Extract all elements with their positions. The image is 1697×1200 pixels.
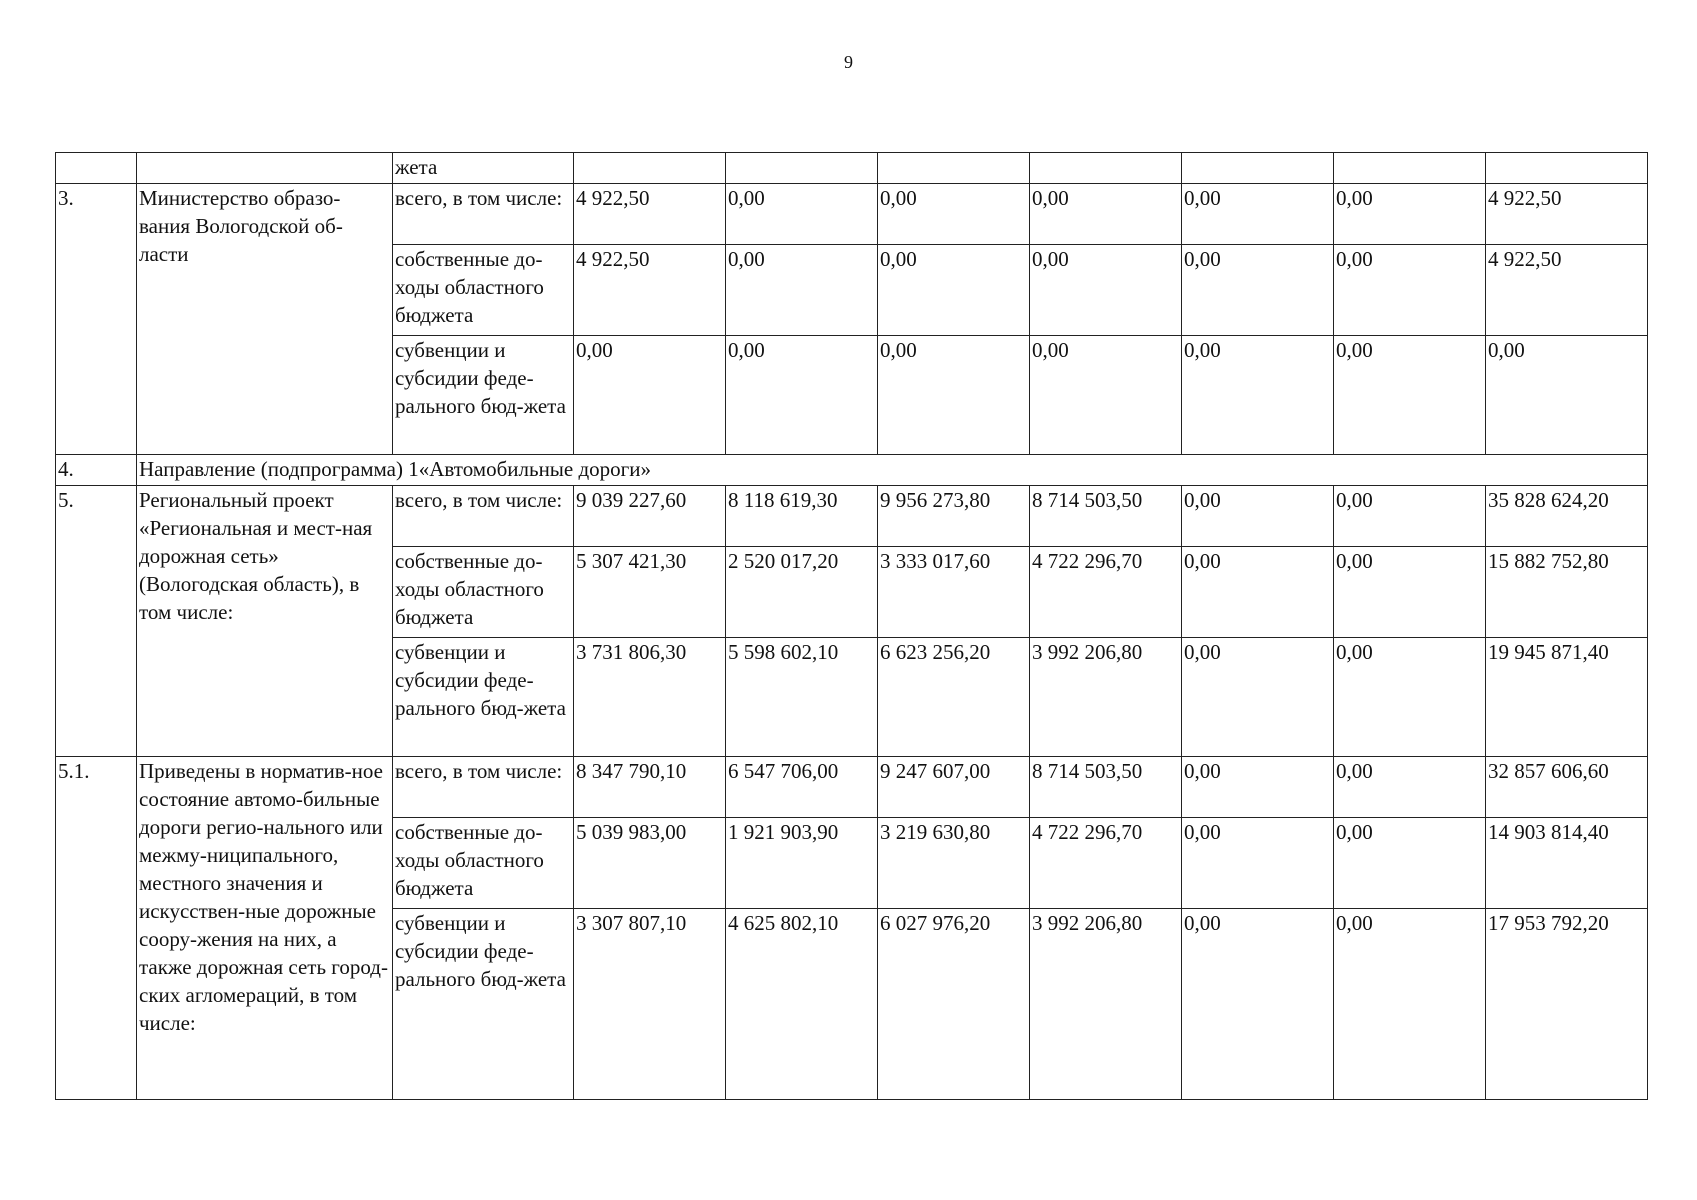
funding-source-cell: собственные до-ходы областного бюджета xyxy=(393,547,574,638)
funding-source-cell: жета xyxy=(393,153,574,184)
value-cell: 0,00 xyxy=(1030,336,1182,455)
value-cell xyxy=(574,153,726,184)
total-cell: 17 953 792,20 xyxy=(1486,909,1648,1100)
section-title: Направление (подпрограмма) 1«Автомобильные дороги» xyxy=(137,455,1648,486)
value-cell: 0,00 xyxy=(1182,336,1334,455)
value-cell: 0,00 xyxy=(1334,184,1486,245)
value-cell: 0,00 xyxy=(878,336,1030,455)
value-cell: 8 347 790,10 xyxy=(574,757,726,818)
total-cell: 19 945 871,40 xyxy=(1486,638,1648,757)
value-cell: 0,00 xyxy=(1334,757,1486,818)
value-cell: 0,00 xyxy=(1182,486,1334,547)
value-cell xyxy=(878,153,1030,184)
value-cell: 1 921 903,90 xyxy=(726,818,878,909)
value-cell: 5 039 983,00 xyxy=(574,818,726,909)
value-cell: 5 598 602,10 xyxy=(726,638,878,757)
value-cell: 0,00 xyxy=(726,336,878,455)
row-name-cell: Региональный проект «Региональная и мест-ная дорожная сеть» (Вологодская область), в том числе: xyxy=(137,486,393,757)
value-cell: 8 714 503,50 xyxy=(1030,757,1182,818)
value-cell: 0,00 xyxy=(1182,245,1334,336)
row-name-cell: Приведены в норматив-ное состояние автомо-бильные дороги регио-нального или межму-ниципального, местного значения и искусствен-ные дорожные соору-жения на них, а также дорожная сеть город-ских агломераций, в том числе: xyxy=(137,757,393,1100)
section-row xyxy=(56,455,1648,486)
page-number: 9 xyxy=(844,52,853,72)
table-row xyxy=(56,184,1648,245)
total-cell: 35 828 624,20 xyxy=(1486,486,1648,547)
value-cell xyxy=(726,153,878,184)
value-cell: 0,00 xyxy=(726,184,878,245)
value-cell: 0,00 xyxy=(878,245,1030,336)
value-cell: 4 625 802,10 xyxy=(726,909,878,1100)
total-cell: 32 857 606,60 xyxy=(1486,757,1648,818)
value-cell: 0,00 xyxy=(726,245,878,336)
value-cell: 3 992 206,80 xyxy=(1030,909,1182,1100)
row-name-cell xyxy=(137,153,393,184)
value-cell: 4 722 296,70 xyxy=(1030,547,1182,638)
total-cell: 0,00 xyxy=(1486,336,1648,455)
value-cell: 3 992 206,80 xyxy=(1030,638,1182,757)
value-cell: 9 039 227,60 xyxy=(574,486,726,547)
table-row xyxy=(56,486,1648,547)
row-number-cell: 5. xyxy=(56,486,137,757)
funding-source-cell: субвенции и субсидии феде-рального бюд-жета xyxy=(393,638,574,757)
funding-source-cell: субвенции и субсидии феде-рального бюд-жета xyxy=(393,909,574,1100)
funding-source-cell: всего, в том числе: xyxy=(393,184,574,245)
value-cell: 0,00 xyxy=(1182,757,1334,818)
value-cell: 0,00 xyxy=(878,184,1030,245)
value-cell: 8 714 503,50 xyxy=(1030,486,1182,547)
value-cell: 0,00 xyxy=(1182,909,1334,1100)
value-cell: 6 547 706,00 xyxy=(726,757,878,818)
value-cell: 6 027 976,20 xyxy=(878,909,1030,1100)
value-cell: 8 118 619,30 xyxy=(726,486,878,547)
value-cell: 0,00 xyxy=(1030,184,1182,245)
value-cell: 0,00 xyxy=(1334,547,1486,638)
value-cell: 9 247 607,00 xyxy=(878,757,1030,818)
value-cell: 0,00 xyxy=(1334,486,1486,547)
value-cell: 2 520 017,20 xyxy=(726,547,878,638)
value-cell: 3 333 017,60 xyxy=(878,547,1030,638)
funding-source-cell: собственные до-ходы областного бюджета xyxy=(393,245,574,336)
value-cell: 0,00 xyxy=(1182,547,1334,638)
funding-source-cell: субвенции и субсидии феде-рального бюд-жета xyxy=(393,336,574,455)
value-cell: 3 731 806,30 xyxy=(574,638,726,757)
value-cell: 6 623 256,20 xyxy=(878,638,1030,757)
value-cell: 0,00 xyxy=(1334,638,1486,757)
value-cell: 4 722 296,70 xyxy=(1030,818,1182,909)
row-number-cell: 5.1. xyxy=(56,757,137,1100)
total-cell: 14 903 814,40 xyxy=(1486,818,1648,909)
row-number-cell: 4. xyxy=(56,455,137,486)
value-cell: 0,00 xyxy=(1334,245,1486,336)
value-cell: 0,00 xyxy=(574,336,726,455)
value-cell: 9 956 273,80 xyxy=(878,486,1030,547)
value-cell: 0,00 xyxy=(1334,909,1486,1100)
value-cell: 5 307 421,30 xyxy=(574,547,726,638)
value-cell: 0,00 xyxy=(1182,818,1334,909)
value-cell xyxy=(1030,153,1182,184)
value-cell: 4 922,50 xyxy=(574,245,726,336)
funding-source-cell: всего, в том числе: xyxy=(393,486,574,547)
value-cell: 0,00 xyxy=(1030,245,1182,336)
table-row xyxy=(56,153,1648,184)
row-number-cell: 3. xyxy=(56,184,137,455)
value-cell: 4 922,50 xyxy=(574,184,726,245)
total-cell xyxy=(1486,153,1648,184)
total-cell: 4 922,50 xyxy=(1486,245,1648,336)
table-row xyxy=(56,757,1648,818)
funding-source-cell: всего, в том числе: xyxy=(393,757,574,818)
value-cell: 0,00 xyxy=(1182,638,1334,757)
value-cell: 3 307 807,10 xyxy=(574,909,726,1100)
value-cell: 3 219 630,80 xyxy=(878,818,1030,909)
total-cell: 4 922,50 xyxy=(1486,184,1648,245)
value-cell xyxy=(1334,153,1486,184)
total-cell: 15 882 752,80 xyxy=(1486,547,1648,638)
row-number-cell xyxy=(56,153,137,184)
value-cell: 0,00 xyxy=(1334,336,1486,455)
row-name-cell: Министерство образо-вания Вологодской об-ласти xyxy=(137,184,393,455)
value-cell: 0,00 xyxy=(1334,818,1486,909)
budget-table xyxy=(55,152,1648,1100)
funding-source-cell: собственные до-ходы областного бюджета xyxy=(393,818,574,909)
value-cell xyxy=(1182,153,1334,184)
value-cell: 0,00 xyxy=(1182,184,1334,245)
